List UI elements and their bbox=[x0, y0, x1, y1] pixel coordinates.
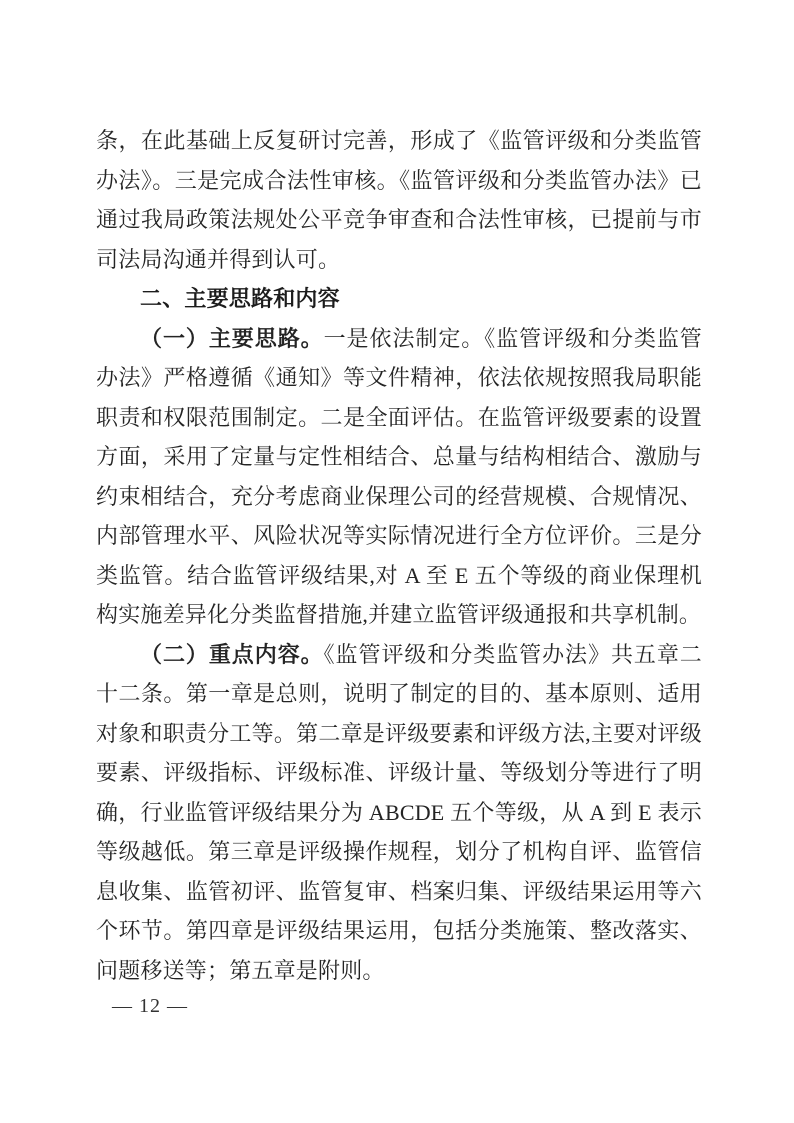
page-number: — 12 — bbox=[112, 995, 188, 1017]
paragraph-main-idea bbox=[96, 319, 702, 635]
paragraph-key-content bbox=[96, 635, 702, 991]
paragraph-text-main-idea: 一是依法制定。《监管评级和分类监管办法》严格遵循《通知》等文件精神，依法依规按照我局职能职责和权限范围制定。二是全面评估。在监管评级要素的设置方面，采用了定量与定性相结合、总量与结构相结合、激励与约束相结合，充分考虑商业保理公司的经营规模、合规情况、内部管理水平、风险状况等实际情况进行全方位评价。三是分类监管。结合监管评级结果,对 A 至 E 五个等级的商业保理机构实施差异化分类监督措施,并建立监管评级通报和共享机制。 bbox=[96, 325, 703, 627]
intro-paragraph: 条，在此基础上反复研讨完善，形成了《监管评级和分类监管办法》。三是完成合法性审核。《监管评级和分类监管办法》已通过我局政策法规处公平竞争审查和合法性审核，已提前与市司法局沟通并得到认可。 bbox=[96, 128, 702, 272]
paragraph-lead-key-content: （二）重点内容。 bbox=[140, 641, 324, 667]
paragraph-lead-main-idea: （一）主要思路。 bbox=[140, 325, 324, 351]
paragraph-text-key-content: 《监管评级和分类监管办法》共五章二十二条。第一章是总则，说明了制定的目的、基本原则、适用对象和职责分工等。第二章是评级要素和评级方法,主要对评级要素、评级指标、评级标准、评级计量、等级划分等进行了明确，行业监管评级结果分为 ABCDE 五个等级，从 A 到 E 表示等级越低。第三章是评级操作规程，划分了机构自评、监管信息收集、监管初评、监管复审、档案归集、评级结果运用等六个环节。第四章是评级结果运用，包括分类施策、整改落实、问题移送等；第五章是附则。 bbox=[96, 641, 703, 983]
document-body bbox=[96, 121, 702, 990]
section-heading: 二、主要思路和内容 bbox=[140, 286, 340, 311]
